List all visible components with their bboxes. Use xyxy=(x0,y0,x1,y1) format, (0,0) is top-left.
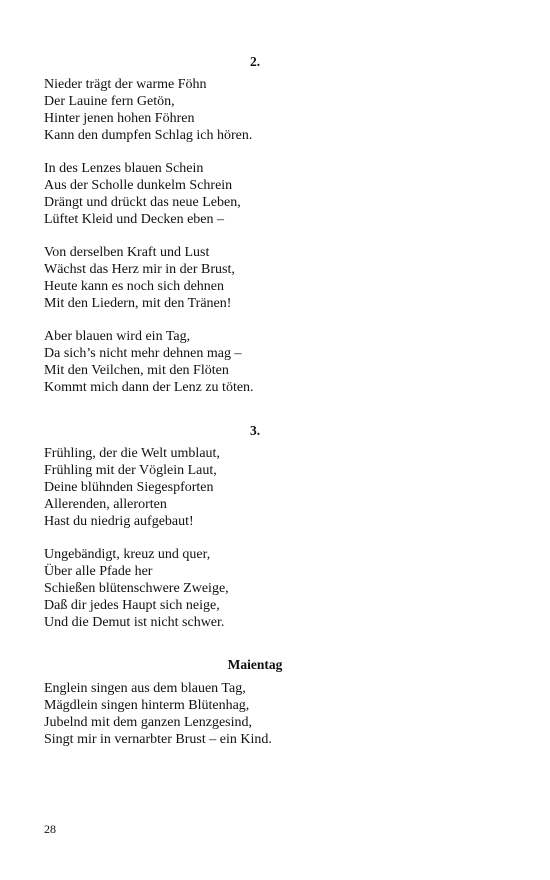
section-heading-3: 3. xyxy=(249,423,261,438)
stanza-2-1 xyxy=(44,76,524,144)
verse-line: Wächst das Herz mir in der Brust, xyxy=(44,262,235,277)
verse-line: Von derselben Kraft und Lust xyxy=(44,245,210,260)
verse-line: Allerenden, allerorten xyxy=(44,497,167,512)
verse-line: Lüftet Kleid und Decken eben – xyxy=(44,212,224,227)
verse-line: Da sich’s nicht mehr dehnen mag – xyxy=(44,346,242,361)
verse-line: Und die Demut ist nicht schwer. xyxy=(44,615,225,630)
verse-line: Mit den Veilchen, mit den Flöten xyxy=(44,363,229,378)
stanza-2-4 xyxy=(44,328,524,396)
verse-line: Jubelnd mit dem ganzen Lenzgesind, xyxy=(44,715,252,730)
verse-line: Frühling, der die Welt umblaut, xyxy=(44,446,220,461)
verse-line: Aus der Scholle dunkelm Schrein xyxy=(44,178,233,193)
verse-line: Schießen blütenschwere Zweige, xyxy=(44,581,229,596)
verse-line: Der Lauine fern Getön, xyxy=(44,94,175,109)
verse-line: Hinter jenen hohen Föhren xyxy=(44,111,195,126)
verse-line: Heute kann es noch sich dehnen xyxy=(44,279,224,294)
verse-line: Mägdlein singen hinterm Blütenhag, xyxy=(44,698,250,713)
verse-line: In des Lenzes blauen Schein xyxy=(44,161,204,176)
verse-line: Singt mir in vernarbter Brust – ein Kind. xyxy=(44,732,272,747)
stanza-3-1 xyxy=(44,445,524,530)
verse-line: Aber blauen wird ein Tag, xyxy=(44,329,191,344)
verse-line: Über alle Pfade her xyxy=(44,564,153,579)
page-number: 28 xyxy=(44,822,56,836)
verse-line: Nieder trägt der warme Föhn xyxy=(44,77,207,92)
verse-line: Ungebändigt, kreuz und quer, xyxy=(44,547,211,562)
verse-line: Mit den Liedern, mit den Tränen! xyxy=(44,296,232,311)
verse-line: Drängt und drückt das neue Leben, xyxy=(44,195,241,210)
section-heading-2: 2. xyxy=(249,54,261,69)
verse-line: Englein singen aus dem blauen Tag, xyxy=(44,681,246,696)
verse-line: Kann den dumpfen Schlag ich hören. xyxy=(44,128,253,143)
verse-line: Frühling mit der Vöglein Laut, xyxy=(44,463,217,478)
stanza-maientag-1 xyxy=(44,680,524,748)
stanza-2-2 xyxy=(44,160,524,228)
verse-line: Daß dir jedes Haupt sich neige, xyxy=(44,598,220,613)
stanza-3-2 xyxy=(44,546,524,631)
stanza-2-3 xyxy=(44,244,524,312)
verse-line: Hast du niedrig aufgebaut! xyxy=(44,514,194,529)
poem-title-maientag: Maientag xyxy=(227,657,283,672)
verse-line: Kommt mich dann der Lenz zu töten. xyxy=(44,380,254,395)
verse-line: Deine blühnden Siegespforten xyxy=(44,480,214,495)
